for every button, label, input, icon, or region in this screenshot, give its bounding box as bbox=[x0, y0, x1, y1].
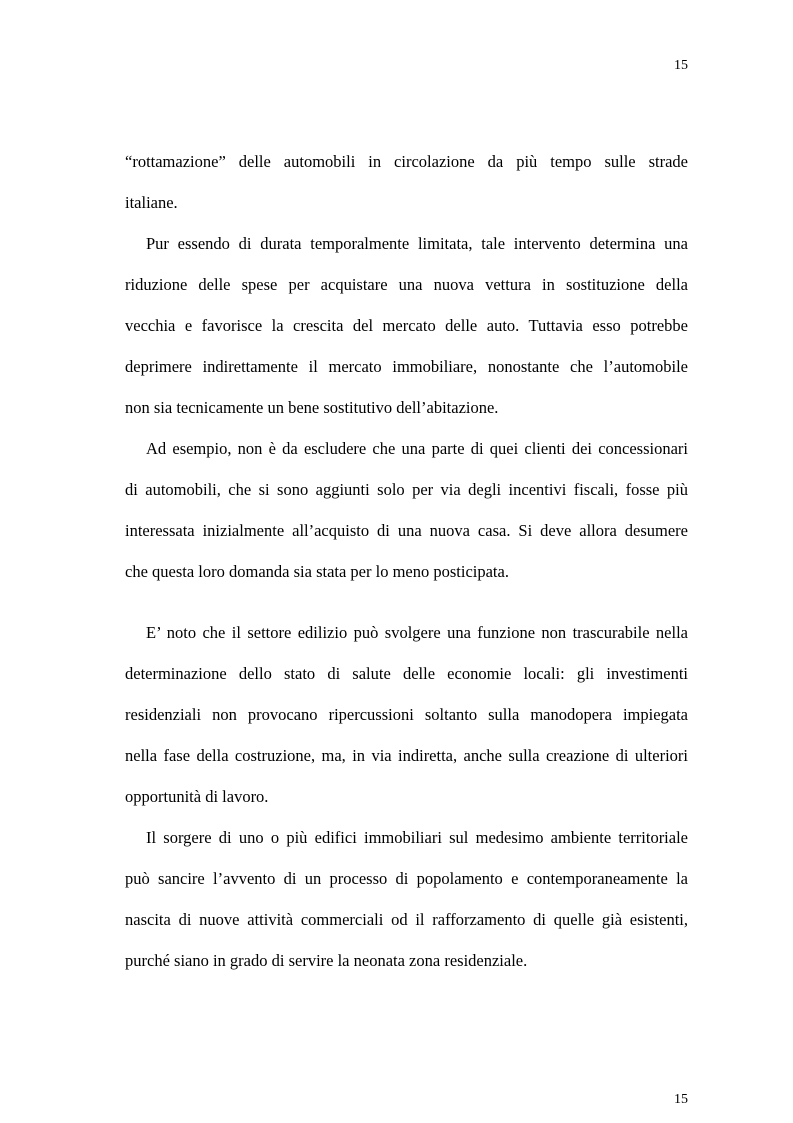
text-line: “rottamazione” delle automobili in circolazione da più tempo sulle strade bbox=[125, 152, 688, 171]
text-line: purché siano in grado di servire la neonata zona residenziale. bbox=[125, 951, 528, 970]
text-line: di automobili, che si sono aggiunti solo per via degli incentivi fiscali, fosse più bbox=[125, 480, 688, 499]
text-line: vecchia e favorisce la crescita del mercato delle auto. Tuttavia esso potrebbe bbox=[125, 316, 688, 335]
page-number-top: 15 bbox=[674, 58, 688, 73]
text-line: nella fase della costruzione, ma, in via indiretta, anche sulla creazione di ulteriori bbox=[125, 746, 688, 765]
text-line: italiane. bbox=[125, 193, 178, 212]
text-line: che questa loro domanda sia stata per lo meno posticipata. bbox=[125, 562, 509, 581]
text-line: Il sorgere di uno o più edifici immobiliari sul medesimo ambiente territoriale bbox=[146, 828, 688, 847]
text-line: residenziali non provocano ripercussioni soltanto sulla manodopera impiegata bbox=[125, 705, 688, 724]
text-line: può sancire l’avvento di un processo di popolamento e contemporaneamente la bbox=[125, 869, 688, 888]
text-line: determinazione dello stato di salute delle economie locali: gli investimenti bbox=[125, 664, 688, 683]
text-line: E’ noto che il settore edilizio può svolgere una funzione non trascurabile nella bbox=[146, 623, 688, 642]
text-line: riduzione delle spese per acquistare una nuova vettura in sostituzione della bbox=[125, 275, 688, 294]
text-line: opportunità di lavoro. bbox=[125, 787, 269, 806]
text-line: Pur essendo di durata temporalmente limitata, tale intervento determina una bbox=[146, 234, 688, 253]
text-line: deprimere indirettamente il mercato immobiliare, nonostante che l’automobile bbox=[125, 357, 688, 376]
text-line: nascita di nuove attività commerciali od il rafforzamento di quelle già esistenti, bbox=[125, 910, 688, 929]
text-line: Ad esempio, non è da escludere che una parte di quei clienti dei concessionari bbox=[146, 439, 688, 458]
text-line: interessata inizialmente all’acquisto di una nuova casa. Si deve allora desumere bbox=[125, 521, 688, 540]
page-number-bottom: 15 bbox=[674, 1092, 688, 1107]
text-line: non sia tecnicamente un bene sostitutivo dell’abitazione. bbox=[125, 398, 499, 417]
